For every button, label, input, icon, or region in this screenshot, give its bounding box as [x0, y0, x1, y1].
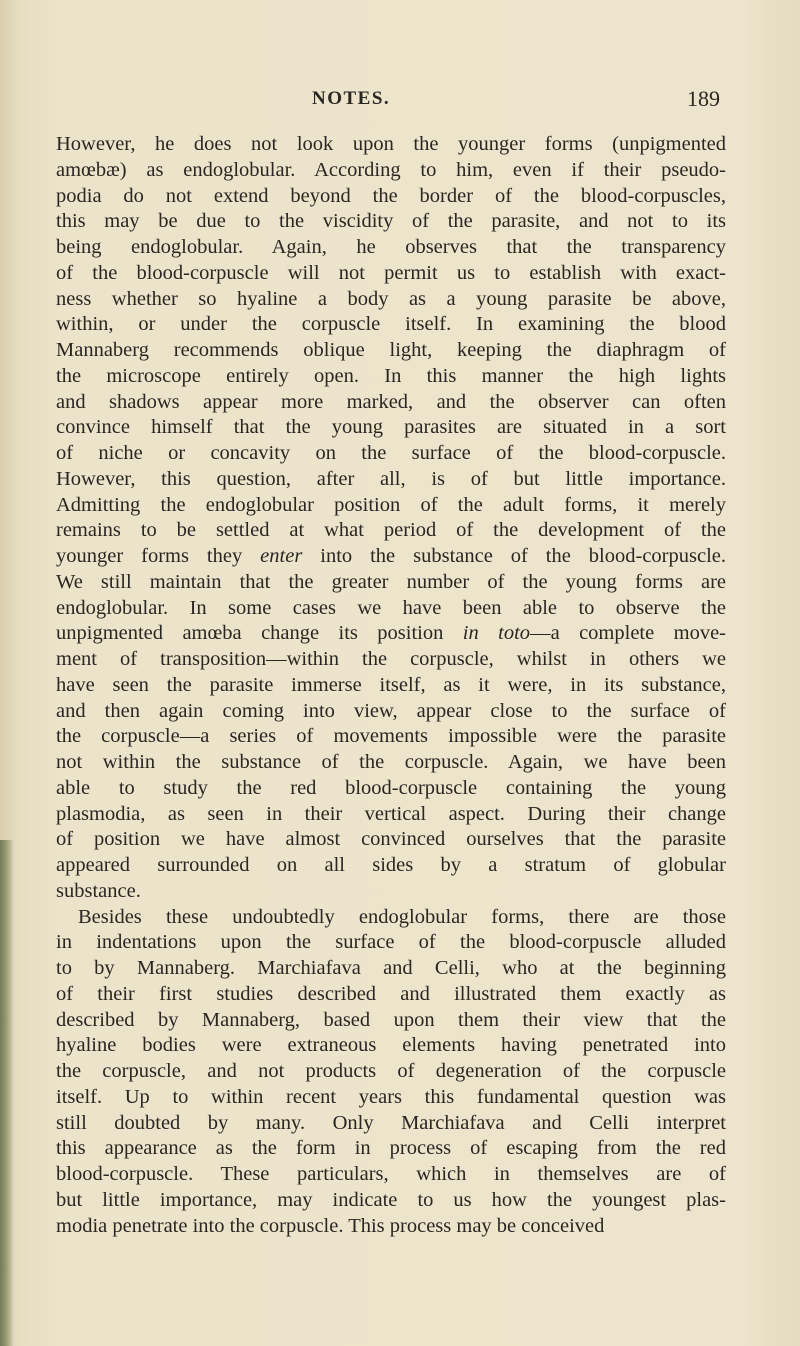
text-segment: —a complete move- — [530, 622, 726, 645]
text-line: the corpuscle, and not products of degeneration of the corpuscle — [56, 1060, 726, 1082]
italic-text: enter — [260, 545, 303, 567]
text-segment: younger forms they — [56, 545, 261, 567]
text-line — [56, 621, 726, 647]
text-line: but little importance, may indicate to us how the youngest plas- — [56, 1188, 726, 1211]
body-text — [56, 132, 726, 1239]
text-line: of position we have almost convinced ourselves that the parasite — [56, 828, 726, 851]
text-line: endoglobular. In some cases we have been able to observe the — [56, 596, 726, 619]
text-line: blood-corpuscle. These particulars, which in themselves are of — [56, 1163, 726, 1185]
text-line: Admitting the endoglobular position of the adult forms, it merely — [56, 493, 726, 516]
text-line: described by Mannaberg, based upon them their view that the — [56, 1008, 726, 1031]
text-segment: unpigmented amœba change its position — [56, 622, 463, 645]
text-line: podia do not extend beyond the border of the blood-corpuscles, — [56, 184, 726, 207]
text-line: the corpuscle—a series of movements impossible were the parasite — [56, 725, 726, 748]
text-line — [56, 544, 726, 570]
text-line: this may be due to the viscidity of the parasite, and not to its — [56, 210, 726, 233]
text-line: not within the substance of the corpuscle. Again, we have been — [56, 751, 726, 773]
text-segment: into the substance of the blood-corpuscle. — [302, 545, 726, 567]
text-line: within, or under the corpuscle itself. In examining the blood — [56, 313, 726, 336]
text-line: have seen the parasite immerse itself, as it were, in its substance, — [56, 673, 726, 696]
text-line: appeared surrounded on all sides by a stratum of globular — [56, 854, 726, 876]
text-line: Mannaberg recommends oblique light, keeping the diaphragm of — [56, 339, 726, 361]
text-line: still doubted by many. Only Marchiafava and Celli interpret — [56, 1111, 726, 1134]
page-edge-shadow — [0, 840, 14, 1346]
text-line: Besides these undoubtedly endoglobular forms, there are those — [78, 905, 726, 928]
text-line: of their first studies described and illustrated them exactly as — [56, 982, 726, 1005]
text-line: itself. Up to within recent years this fundamental question was — [56, 1085, 726, 1108]
italic-text: in toto — [462, 622, 531, 645]
text-line: able to study the red blood-corpuscle containing the young — [56, 776, 726, 799]
text-line: We still maintain that the greater number of the young forms are — [56, 570, 726, 593]
text-line: of niche or concavity on the surface of the blood-corpuscle. — [56, 442, 726, 464]
text-line: However, this question, after all, is of but little importance. — [56, 467, 726, 490]
text-line: substance. — [56, 879, 141, 902]
text-line: modia penetrate into the corpuscle. This process may be conceived — [56, 1214, 605, 1237]
running-head — [60, 88, 720, 118]
text-line: convince himself that the young parasites are situated in a sort — [56, 416, 726, 439]
text-line: ness whether so hyaline a body as a young parasite be above, — [56, 287, 726, 310]
text-line: and shadows appear more marked, and the observer can often — [56, 390, 726, 413]
page-number: 189 — [687, 86, 720, 111]
text-line: of the blood-corpuscle will not permit us to establish with exact- — [56, 261, 726, 284]
text-line: hyaline bodies were extraneous elements having penetrated into — [56, 1034, 726, 1057]
running-head-title: NOTES. — [312, 88, 391, 109]
text-line: to by Mannaberg. Marchiafava and Celli, who at the beginning — [56, 957, 726, 979]
text-line: this appearance as the form in process of escaping from the red — [56, 1137, 726, 1160]
text-line: in indentations upon the surface of the blood-corpuscle alluded — [56, 931, 726, 954]
text-line: being endoglobular. Again, he observes that the transparency — [56, 236, 726, 258]
text-line: plasmodia, as seen in their vertical aspect. During their change — [56, 802, 726, 825]
text-line: amœbæ) as endoglobular. According to him, even if their pseudo- — [56, 158, 726, 181]
text-line: the microscope entirely open. In this manner the high lights — [56, 364, 726, 387]
text-line: and then again coming into view, appear close to the surface of — [56, 699, 726, 722]
text-line: However, he does not look upon the younger forms (unpigmented — [56, 133, 726, 155]
text-line: ment of transposition—within the corpuscle, whilst in others we — [56, 648, 726, 670]
text-line: remains to be settled at what period of the development of the — [56, 519, 726, 542]
